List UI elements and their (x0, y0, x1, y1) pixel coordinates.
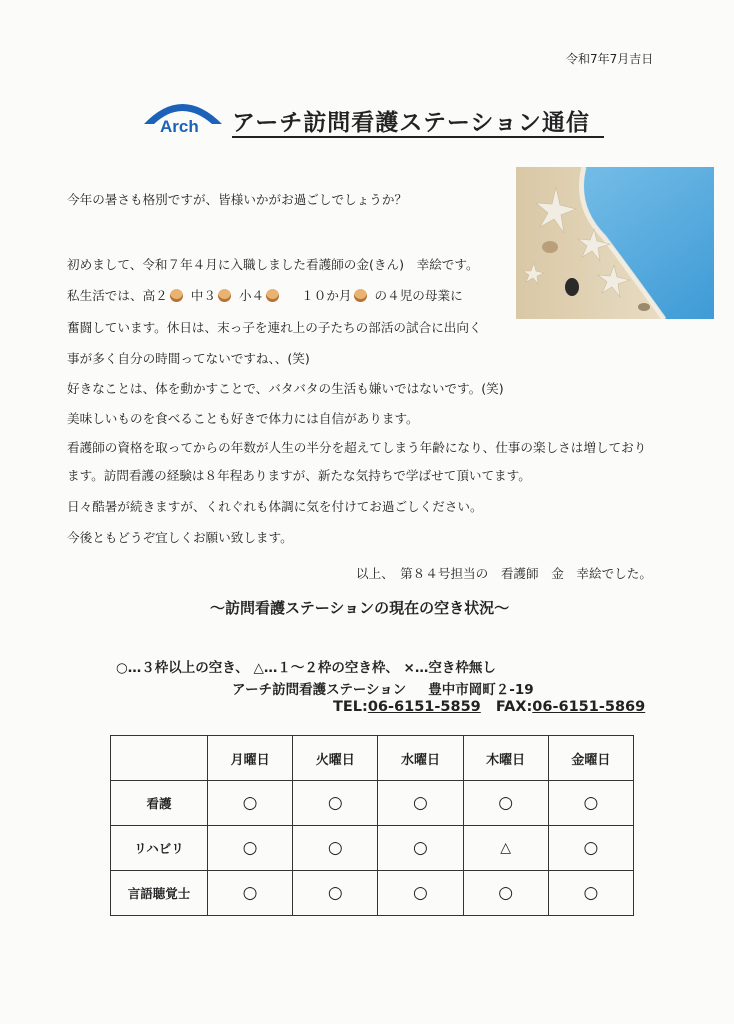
availability-mark: ○ (208, 781, 293, 826)
availability-mark: ○ (293, 826, 378, 871)
availability-mark: ○ (378, 871, 463, 916)
availability-mark: ○ (208, 871, 293, 916)
greeting-text: 今年の暑さも格別ですが、皆様いかがお過ごしでしょうか？ (67, 192, 408, 207)
fax-label: FAX: (495, 699, 533, 715)
day-header: 金曜日 (548, 736, 633, 781)
newsletter-title: アーチ訪問看護ステーション通信 (232, 110, 590, 136)
availability-mark: ○ (548, 781, 633, 826)
child-face-icon (170, 289, 183, 302)
availability-mark: ○ (463, 871, 548, 916)
svg-text:Arch: Arch (160, 117, 199, 136)
table-row (111, 871, 634, 916)
availability-mark: ○ (548, 826, 633, 871)
private-prefix: 私生活では、 (67, 288, 143, 303)
child-age: 中３ (190, 288, 216, 303)
availability-mark: ○ (463, 781, 548, 826)
intro-text: 初めまして、令和７年４月に入職しました看護師の金(きん) 幸絵です。 (67, 257, 479, 272)
day-header: 火曜日 (293, 736, 378, 781)
day-header: 水曜日 (378, 736, 463, 781)
issue-date: 令和7年7月吉日 (566, 52, 654, 66)
table-corner-cell (111, 736, 208, 781)
availability-mark: ○ (378, 826, 463, 871)
tel-number: 06-6151-5859 (367, 699, 481, 715)
child-face-icon (266, 289, 279, 302)
private-life-line (67, 285, 463, 304)
availability-mark: ○ (208, 826, 293, 871)
day-header: 月曜日 (208, 736, 293, 781)
contact-line (333, 699, 645, 715)
body-line: 事が多く自分の時間ってないですね、、(笑) (67, 351, 310, 366)
body-line: 奮闘しています。休日は、末っ子を連れ上の子たちの部活の試合に出向く (67, 320, 482, 335)
availability-table (110, 735, 634, 916)
child-age: 小４ (238, 288, 265, 303)
address-text: 豊中市岡町２-19 (428, 682, 534, 698)
day-header: 木曜日 (463, 736, 548, 781)
table-header-row (111, 736, 634, 781)
private-suffix: の４児の母業に (374, 288, 463, 303)
body-line: 看護師の資格を取ってからの年数が人生の半分を超えてしまう年齢になり、仕事の楽しさは増しており (67, 440, 647, 455)
child-age: １０か月 (301, 288, 352, 303)
availability-mark: ○ (293, 871, 378, 916)
station-address (232, 678, 534, 698)
arch-logo (136, 90, 228, 138)
body-line: 好きなことは、体を動かすことで、バタバタの生活も嫌いではないです。(笑) (67, 381, 504, 396)
availability-mark: △ (463, 826, 548, 871)
signature-line: 以上、 第８４号担当の 看護師 金 幸絵でした。 (356, 566, 652, 581)
availability-mark: ○ (378, 781, 463, 826)
body-line: ます。訪問看護の経験は８年程ありますが、新たな気持ちで学ばせて頂いてます。 (67, 468, 531, 483)
tel-label: TEL: (333, 699, 368, 715)
fax-number: 06-6151-5869 (532, 699, 646, 715)
child-face-icon (218, 289, 231, 302)
table-row (111, 781, 634, 826)
table-row (111, 826, 634, 871)
service-label: 言語聴覚士 (111, 871, 208, 916)
child-age: 高２ (142, 288, 168, 303)
title-underline (232, 136, 604, 138)
station-name: アーチ訪問看護ステーション (232, 682, 407, 698)
baby-face-icon (354, 289, 367, 302)
starfish-beach-photo (516, 167, 714, 319)
availability-mark: ○ (548, 871, 633, 916)
availability-mark: ○ (293, 781, 378, 826)
service-label: リハビリ (111, 826, 208, 871)
service-label: 看護 (111, 781, 208, 826)
body-line: 今後ともどうぞ宜しくお願い致します。 (67, 530, 293, 545)
availability-legend: ○…３枠以上の空き、 △…１～２枠の空き枠、 ×…空き枠無し (116, 660, 496, 676)
body-line: 美味しいものを食べることも好きで体力には自信があります。 (67, 411, 419, 426)
body-line: 日々酷暑が続きますが、くれぐれも体調に気を付けてお過ごしください。 (67, 499, 483, 514)
availability-title: ～訪問看護ステーションの現在の空き状況～ (210, 599, 510, 617)
